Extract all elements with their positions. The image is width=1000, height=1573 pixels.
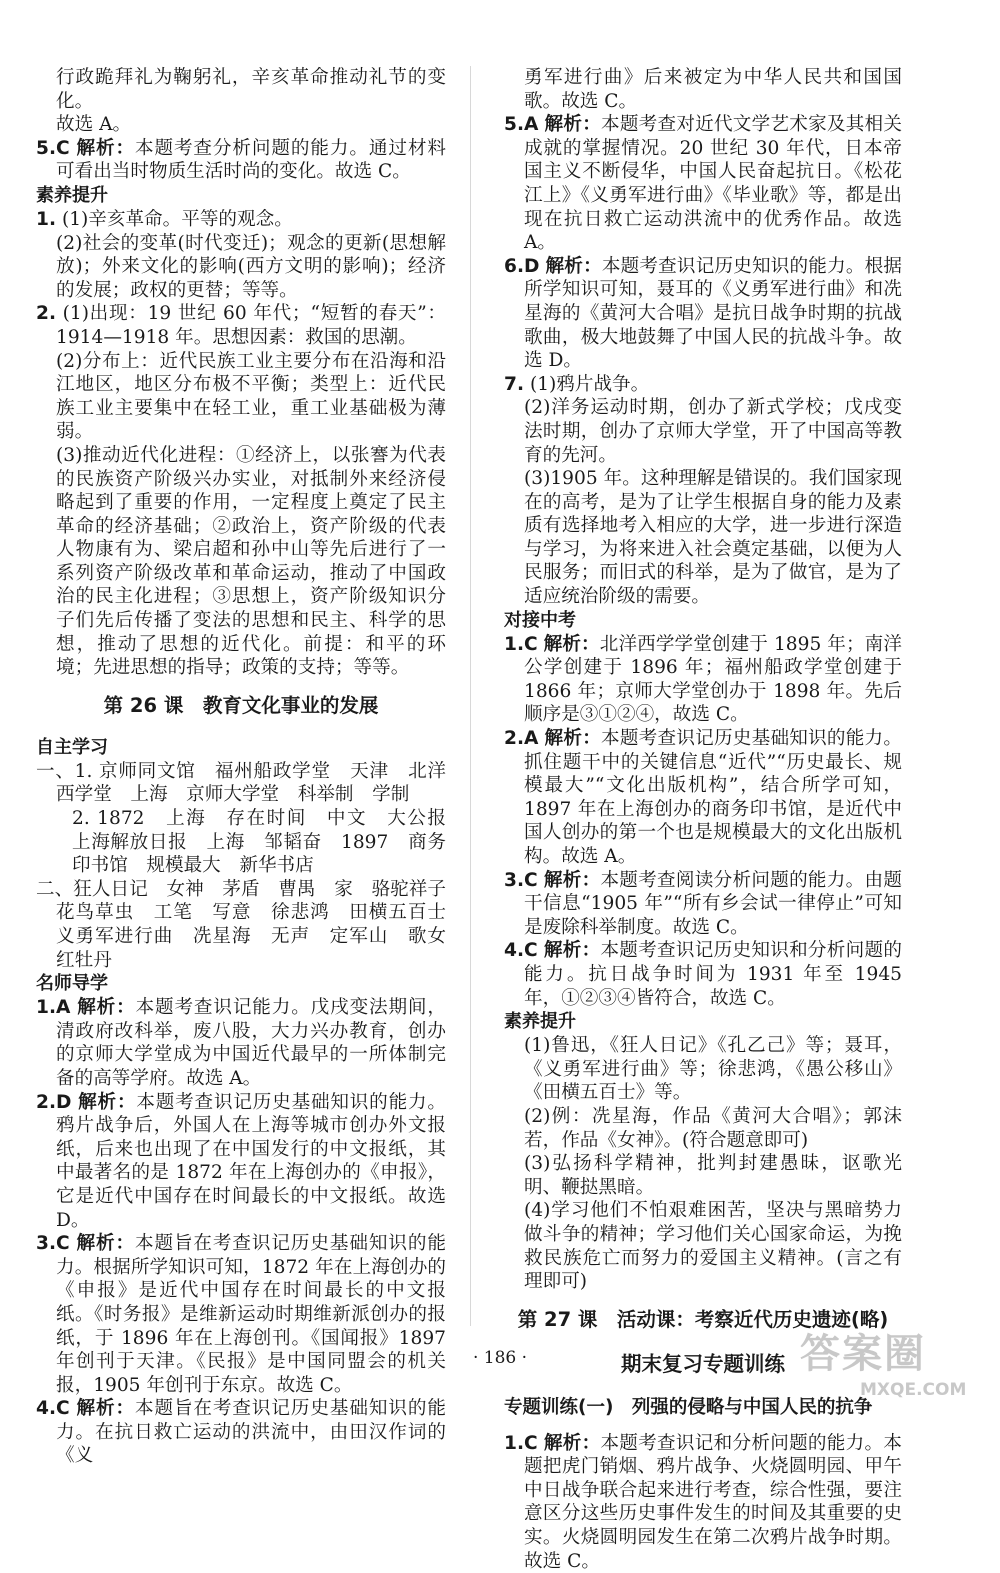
question-number: 2.D — [36, 1091, 72, 1113]
answer-paragraph — [504, 633, 902, 727]
answer-paragraph — [504, 1199, 902, 1293]
answer-paragraph — [504, 1152, 902, 1199]
answer-text: 本题考查识记能力。戊戌变法期间，清政府改科举，废八股，大力兴办教育，创办的京师大学堂成为中国近代最早的一所体制完备的高等学府。故选 A。 — [56, 997, 446, 1089]
answer-text: (2)例：冼星海，作品《黄河大合唱》；郭沫若，作品《女神》。(符合题意即可) — [524, 1105, 902, 1151]
answer-text: 北洋西学学堂创建于 1895 年；南洋公学创建于 1896 年；福州船政学堂创建于 1866 年；京师大学堂创办于 1898 年。先后顺序是③①②④，故选 C。 — [524, 633, 902, 726]
answer-paragraph — [504, 396, 902, 467]
answer-text: (4)学习他们不怕艰难困苦，坚决与黑暗势力做斗争的精神；学习他们关心国家命运，为挽救民族危亡而努力的爱国主义精神。(言之有理即可) — [524, 1200, 902, 1293]
answer-text: 本题考查识记历史知识和分析问题的能力。抗日战争时间为 1931 年至 1945 年，①②③④皆符合，故选 C。 — [524, 940, 902, 1009]
section-heading: 对接中考 — [504, 609, 576, 631]
answer-paragraph — [504, 939, 902, 1010]
answer-text: (1)出现：19 世纪 60 年代；“短暂的春天”：1914—1918 年。思想因素：救国的思潮。 — [56, 303, 446, 348]
answer-text: 二、狂人日记 女神 茅盾 曹禺 家 骆驼祥子 花鸟草虫 工笔 写意 徐悲鸿 田横五百士 义勇军进行曲 冼星海 无声 定军山 歌女红牡丹 — [36, 878, 465, 971]
answer-paragraph — [36, 760, 446, 807]
answer-paragraph — [36, 878, 465, 972]
answer-text: 勇军进行曲》后来被定为中华人民共和国国歌。故选 C。 — [524, 67, 902, 112]
answer-paragraph — [36, 1397, 446, 1468]
answer-paragraph — [36, 232, 446, 303]
topic-title: 专题训练(一) 列强的侵略与中国人民的抗争 — [504, 1396, 873, 1418]
section-heading: 名师导学 — [36, 973, 108, 995]
answer-text: 本题考查分析问题的能力。通过材料可看出当时物质生活时尚的变化。故选 C。 — [56, 137, 446, 183]
answer-paragraph — [504, 66, 902, 113]
answer-paragraph — [36, 1091, 446, 1233]
answer-text: (3)推动近代化进程：①经济上，以张謇为代表的民族资产阶级兴办实业，对抵制外来经济侵略起到了重要的作用，一定程度上奠定了民主革命的经济基础；②政治上，资产阶级的代表人物康有为、梁启超和孙中山等先后进行了一系列资产阶级改革和革命运动，推动了中国政治的民主化进程；③思想上，资产阶级知识分子们先后传播了变法的思想和民主、科学的思想，推动了思想的近代化。前提：和平的环境；先进思想的指导；政策的支持；等等。 — [56, 444, 446, 679]
column-divider — [470, 66, 471, 1326]
section-heading: 素养提升 — [36, 184, 108, 206]
answer-paragraph — [504, 1432, 902, 1573]
answer-text: 本题旨在考查识记历史基础知识的能力。在抗日救亡运动的洪流中，由田汉作词的《义 — [56, 1398, 446, 1467]
question-number: 1.A — [36, 997, 71, 1019]
analysis-label: 解析： — [76, 1398, 135, 1420]
answer-text: 本题考查识记和分析问题的能力。本题把虎门销烟、鸦片战争、火烧圆明园、甲午中日战争联合起来进行考查，综合性强，要注意区分这些历史事件发生的时间及其重要的史实。火烧圆明园发生在第二次鸦片战争时期。故选 C。 — [524, 1432, 902, 1572]
analysis-label: 解析： — [78, 1091, 137, 1113]
answer-text: (3)1905 年。这种理解是错误的。我们国家现在的高考，是为了让学生根据自身的能力及素质有选择地考入相应的大学，进一步进行深造与学习，为将来进入社会奠定基础，以便为人民服务；而旧式的科举，是为了做官，是为了适应统治阶级的需要。 — [524, 468, 902, 608]
question-number: 5.C — [36, 137, 70, 159]
page-number: · 186 · — [472, 1348, 528, 1368]
answer-text: (2)社会的变革(时代变迁)；观念的更新(思想解放)；外来文化的影响(西方文明的影响)；经济的发展；政权的更替；等等。 — [56, 232, 446, 301]
answer-text: 本题考查对近代文学艺术家及其相关成就的掌握情况。20 世纪 30 年代，日本帝国主义不断侵华，中国人民奋起抗日。《松花江上》《义勇军进行曲》《毕业歌》等，都是出现在抗日救亡运动洪流中的优秀作品。故选 A。 — [524, 114, 902, 254]
answer-paragraph — [36, 807, 465, 878]
answer-paragraph — [36, 302, 446, 349]
answer-text: 本题考查阅读分析问题的能力。由题干信息“1905 年”“所有乡会试一律停止”可知是废除科举制度。故选 C。 — [524, 869, 902, 938]
answer-text: (1)辛亥革命。平等的观念。 — [61, 208, 293, 230]
question-number: 1. — [36, 208, 57, 230]
watermark-mark: 答案圈 — [800, 1331, 926, 1377]
answer-text: 本题考查识记历史基础知识的能力。抓住题干中的关键信息“近代”“历史最长、规模最大”“文化出版机构”，结合所学可知，1897 年在上海创办的商务印书馆，是近代中国人创办的第一个也是规模最大的文化出版机构。故选 A。 — [524, 728, 902, 867]
question-number: 4.C — [36, 1398, 70, 1420]
analysis-label: 解析： — [543, 1432, 601, 1454]
answer-paragraph — [36, 137, 446, 184]
answer-text: 行政跪拜礼为鞠躬礼，辛亥革命推动礼节的变化。 — [56, 67, 446, 112]
answer-paragraph — [504, 869, 902, 940]
question-number: 2.A — [504, 728, 539, 750]
watermark-logo — [800, 1322, 990, 1404]
question-number: 3.C — [504, 869, 538, 891]
answer-paragraph — [504, 255, 902, 373]
question-number: 2. — [36, 303, 57, 325]
answer-text: (1)鸦片战争。 — [529, 373, 650, 395]
analysis-label: 解析： — [77, 997, 136, 1019]
answer-text: (1)鲁迅，《狂人日记》《孔乙己》等；聂耳，《义勇军进行曲》等；徐悲鸿，《愚公移山》《田横五百士》等。 — [524, 1035, 902, 1104]
question-number: 5.A — [504, 114, 539, 136]
answer-paragraph — [504, 1034, 902, 1105]
question-number: 7. — [504, 373, 525, 395]
question-number: 1.C — [504, 1432, 538, 1454]
analysis-label: 解析： — [545, 255, 602, 277]
answer-paragraph — [36, 1232, 446, 1397]
answer-paragraph — [36, 113, 446, 137]
answer-text: 2. 1872 上海 存在时间 中文 大公报 上海解放日报 上海 邹韬奋 1897 商务印书馆 规模最大 新华书店 — [72, 808, 465, 877]
answer-paragraph — [504, 373, 902, 397]
answer-text: (2)洋务运动时期，创办了新式学校；戊戌变法时期，创办了京师大学堂，开了中国高等教育的先河。 — [524, 397, 902, 466]
chapter-title: 期末复习专题训练 — [621, 1351, 785, 1376]
analysis-label: 解析： — [544, 114, 602, 136]
answer-paragraph — [504, 467, 902, 609]
left-column — [36, 66, 465, 1468]
question-number: 6.D — [504, 255, 540, 277]
answer-text: (2)分布上：近代民族工业主要分布在沿海和沿江地区，地区分布极不平衡；类型上：近代民族工业主要集中在轻工业，重工业基础极为薄弱。 — [56, 350, 446, 443]
watermark-url: MXQE.COM — [860, 1380, 967, 1400]
analysis-label: 解析： — [543, 869, 601, 891]
analysis-label: 解析： — [543, 633, 600, 655]
answer-paragraph — [36, 66, 446, 113]
answer-text: (3)弘扬科学精神，批判封建愚昧，讴歌光明、鞭挞黑暗。 — [524, 1153, 902, 1198]
analysis-label: 解析： — [76, 137, 135, 159]
question-number: 4.C — [504, 940, 538, 962]
analysis-label: 解析： — [543, 940, 601, 962]
section-heading: 自主学习 — [36, 736, 108, 758]
answer-paragraph — [36, 996, 446, 1090]
answer-text: 本题考查识记历史基础知识的能力。鸦片战争后，外国人在上海等城市创办外文报纸，后来也出现了在中国发行的中文报纸，其中最著名的是 1872 年在上海创办的《申报》，它是近代中国存在时间最长的中文报纸。故选 D。 — [56, 1091, 446, 1231]
answer-paragraph — [36, 208, 446, 232]
answer-paragraph — [504, 727, 902, 869]
answer-text: 故选 A。 — [56, 114, 132, 136]
answer-paragraph — [36, 444, 446, 680]
question-number: 3.C — [36, 1233, 70, 1255]
answer-text: 一、1. 京师同文馆 福州船政学堂 天津 北洋西学堂 上海 京师大学堂 科举制 学制 — [36, 760, 446, 806]
answer-text: 本题旨在考查识记历史基础知识的能力。根据所学知识可知，1872 年在上海创办的《申报》是近代中国存在时间最长的中文报纸。《时务报》是维新运动时期维新派创办的报纸，于 1896 年在上海创刊。《国闻报》1897 年创刊于天津。《民报》是中国同盟会的机关报，1905 年创刊于东京。故选 C。 — [56, 1233, 446, 1396]
question-number: 1.C — [504, 633, 538, 655]
section-heading: 素养提升 — [504, 1011, 576, 1033]
analysis-label: 解析： — [76, 1233, 135, 1255]
answer-paragraph — [504, 1105, 902, 1152]
lesson-title: 第 26 课 教育文化事业的发展 — [103, 693, 379, 717]
answer-paragraph — [504, 113, 902, 255]
answer-paragraph — [36, 350, 446, 444]
analysis-label: 解析： — [544, 728, 602, 750]
answer-text: 本题考查识记历史知识的能力。根据所学知识可知，聂耳的《义勇军进行曲》和冼星海的《黄河大合唱》是抗日战争时期的抗战歌曲，极大地鼓舞了中国人民的抗战斗争。故选 D。 — [524, 255, 902, 372]
lesson-title: 第 27 课 活动课：考察近代历史遗迹(略) — [517, 1307, 889, 1331]
